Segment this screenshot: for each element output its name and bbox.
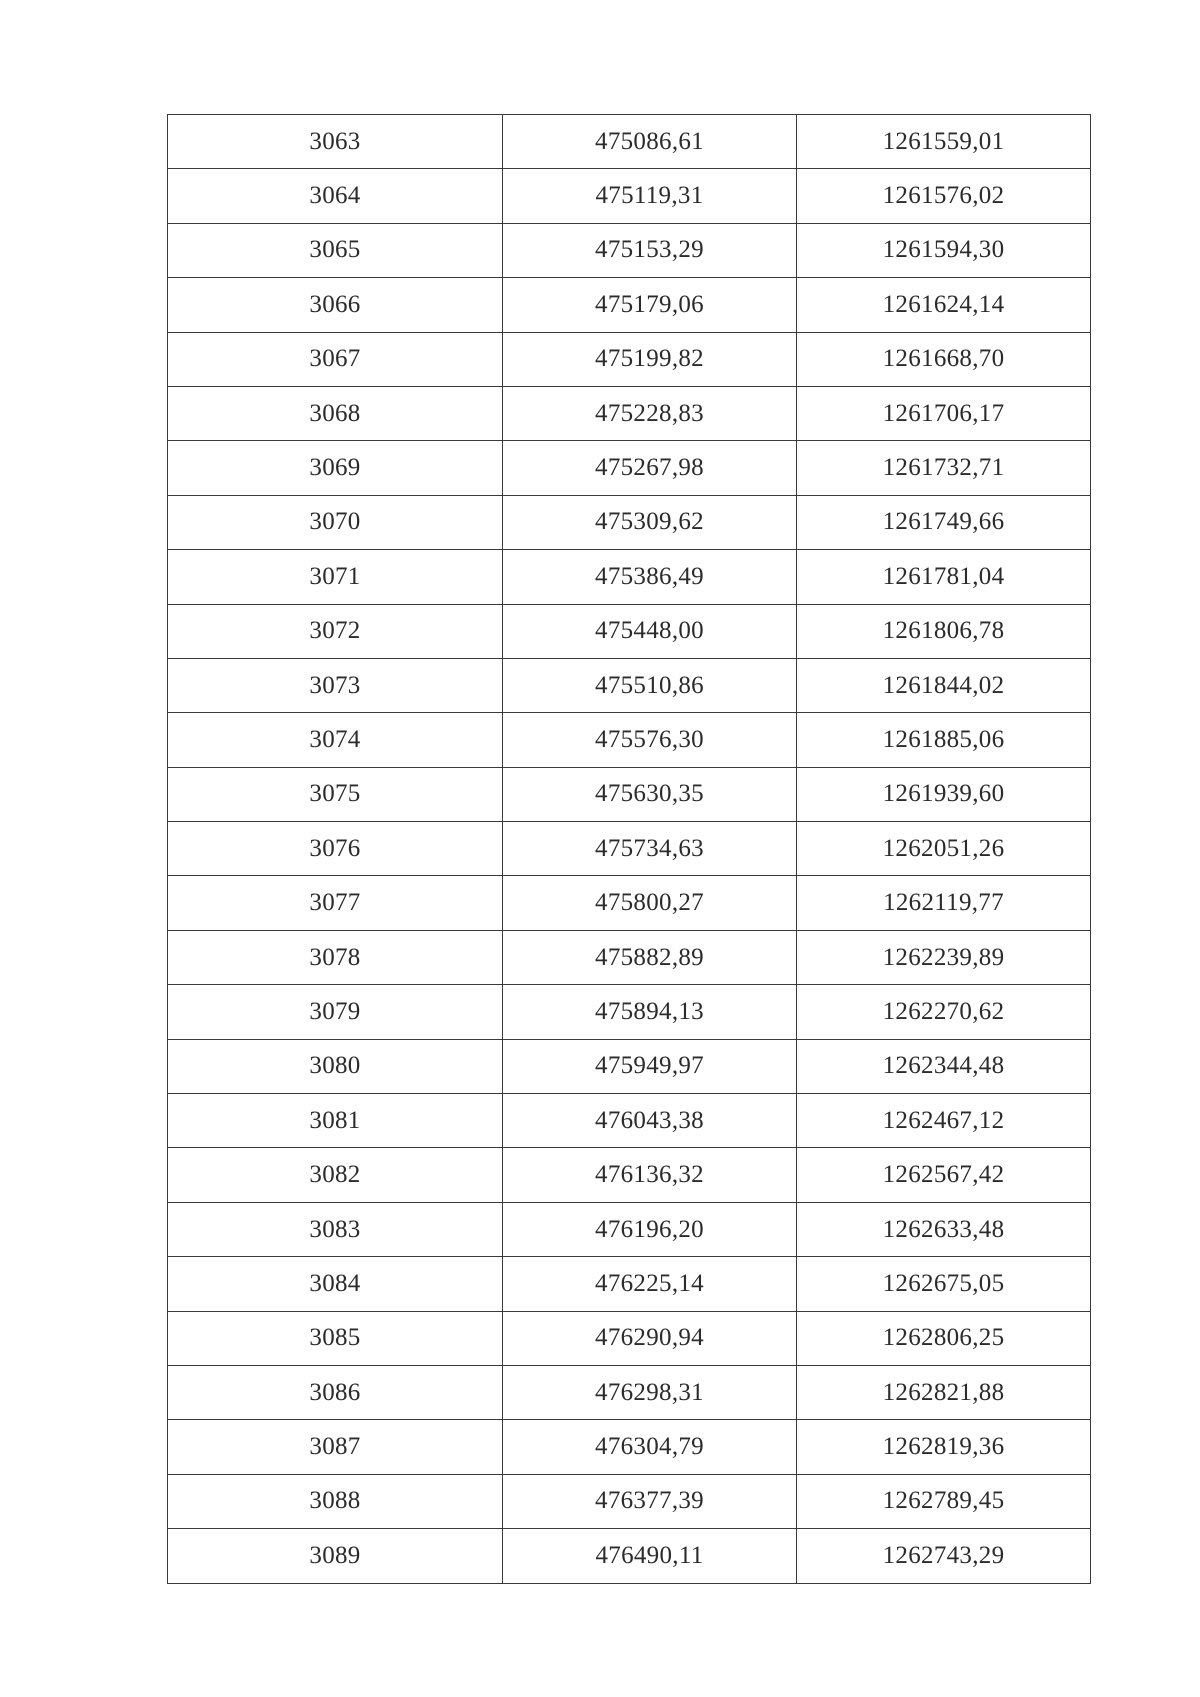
table-row [168, 1420, 1091, 1474]
point-number-cell: 3071 [168, 550, 503, 604]
x-coordinate-cell: 475386,49 [503, 550, 797, 604]
y-coordinate-cell: 1261668,70 [797, 332, 1091, 386]
point-number-cell: 3081 [168, 1094, 503, 1148]
point-number-cell: 3083 [168, 1202, 503, 1256]
table-row [168, 1039, 1091, 1093]
x-coordinate-cell: 475119,31 [503, 169, 797, 223]
y-coordinate-cell: 1262051,26 [797, 822, 1091, 876]
y-coordinate-cell: 1261624,14 [797, 278, 1091, 332]
y-coordinate-cell: 1261732,71 [797, 441, 1091, 495]
y-coordinate-cell: 1261559,01 [797, 115, 1091, 169]
x-coordinate-cell: 475228,83 [503, 386, 797, 440]
table-row [168, 1474, 1091, 1528]
table-row [168, 278, 1091, 332]
table-row [168, 822, 1091, 876]
point-number-cell: 3063 [168, 115, 503, 169]
y-coordinate-cell: 1262806,25 [797, 1311, 1091, 1365]
table-row [168, 386, 1091, 440]
x-coordinate-cell: 475086,61 [503, 115, 797, 169]
y-coordinate-cell: 1262239,89 [797, 930, 1091, 984]
y-coordinate-cell: 1262119,77 [797, 876, 1091, 930]
point-number-cell: 3082 [168, 1148, 503, 1202]
table-row [168, 1311, 1091, 1365]
x-coordinate-cell: 475882,89 [503, 930, 797, 984]
table-row [168, 658, 1091, 712]
x-coordinate-cell: 475309,62 [503, 495, 797, 549]
point-number-cell: 3085 [168, 1311, 503, 1365]
table-row [168, 1202, 1091, 1256]
y-coordinate-cell: 1262567,42 [797, 1148, 1091, 1202]
x-coordinate-cell: 475734,63 [503, 822, 797, 876]
point-number-cell: 3084 [168, 1257, 503, 1311]
coordinates-table [167, 114, 1091, 1584]
y-coordinate-cell: 1262821,88 [797, 1365, 1091, 1419]
point-number-cell: 3078 [168, 930, 503, 984]
point-number-cell: 3067 [168, 332, 503, 386]
table-row [168, 1257, 1091, 1311]
point-number-cell: 3080 [168, 1039, 503, 1093]
table-row [168, 985, 1091, 1039]
table-row [168, 223, 1091, 277]
point-number-cell: 3087 [168, 1420, 503, 1474]
x-coordinate-cell: 476304,79 [503, 1420, 797, 1474]
point-number-cell: 3064 [168, 169, 503, 223]
y-coordinate-cell: 1262789,45 [797, 1474, 1091, 1528]
x-coordinate-cell: 476298,31 [503, 1365, 797, 1419]
point-number-cell: 3073 [168, 658, 503, 712]
y-coordinate-cell: 1262743,29 [797, 1529, 1091, 1583]
x-coordinate-cell: 475630,35 [503, 767, 797, 821]
point-number-cell: 3076 [168, 822, 503, 876]
point-number-cell: 3074 [168, 713, 503, 767]
point-number-cell: 3065 [168, 223, 503, 277]
point-number-cell: 3089 [168, 1529, 503, 1583]
table-row [168, 169, 1091, 223]
y-coordinate-cell: 1261806,78 [797, 604, 1091, 658]
y-coordinate-cell: 1262344,48 [797, 1039, 1091, 1093]
point-number-cell: 3088 [168, 1474, 503, 1528]
y-coordinate-cell: 1261844,02 [797, 658, 1091, 712]
point-number-cell: 3069 [168, 441, 503, 495]
x-coordinate-cell: 475949,97 [503, 1039, 797, 1093]
y-coordinate-cell: 1262270,62 [797, 985, 1091, 1039]
y-coordinate-cell: 1261939,60 [797, 767, 1091, 821]
y-coordinate-cell: 1261706,17 [797, 386, 1091, 440]
x-coordinate-cell: 475576,30 [503, 713, 797, 767]
x-coordinate-cell: 475800,27 [503, 876, 797, 930]
y-coordinate-cell: 1262819,36 [797, 1420, 1091, 1474]
table-row [168, 1365, 1091, 1419]
x-coordinate-cell: 476377,39 [503, 1474, 797, 1528]
x-coordinate-cell: 475894,13 [503, 985, 797, 1039]
x-coordinate-cell: 476490,11 [503, 1529, 797, 1583]
x-coordinate-cell: 476043,38 [503, 1094, 797, 1148]
y-coordinate-cell: 1261594,30 [797, 223, 1091, 277]
point-number-cell: 3079 [168, 985, 503, 1039]
table-row [168, 115, 1091, 169]
point-number-cell: 3070 [168, 495, 503, 549]
table-row [168, 604, 1091, 658]
y-coordinate-cell: 1261781,04 [797, 550, 1091, 604]
table-row [168, 332, 1091, 386]
table-row [168, 767, 1091, 821]
x-coordinate-cell: 475510,86 [503, 658, 797, 712]
x-coordinate-cell: 475267,98 [503, 441, 797, 495]
x-coordinate-cell: 476136,32 [503, 1148, 797, 1202]
y-coordinate-cell: 1262675,05 [797, 1257, 1091, 1311]
table-row [168, 1094, 1091, 1148]
point-number-cell: 3066 [168, 278, 503, 332]
table-row [168, 495, 1091, 549]
x-coordinate-cell: 476290,94 [503, 1311, 797, 1365]
table-row [168, 876, 1091, 930]
table-row [168, 930, 1091, 984]
y-coordinate-cell: 1261576,02 [797, 169, 1091, 223]
y-coordinate-cell: 1262467,12 [797, 1094, 1091, 1148]
table-row [168, 1529, 1091, 1583]
x-coordinate-cell: 475448,00 [503, 604, 797, 658]
point-number-cell: 3075 [168, 767, 503, 821]
x-coordinate-cell: 475153,29 [503, 223, 797, 277]
y-coordinate-cell: 1261749,66 [797, 495, 1091, 549]
x-coordinate-cell: 476225,14 [503, 1257, 797, 1311]
point-number-cell: 3068 [168, 386, 503, 440]
x-coordinate-cell: 476196,20 [503, 1202, 797, 1256]
table-row [168, 1148, 1091, 1202]
point-number-cell: 3077 [168, 876, 503, 930]
point-number-cell: 3086 [168, 1365, 503, 1419]
x-coordinate-cell: 475179,06 [503, 278, 797, 332]
point-number-cell: 3072 [168, 604, 503, 658]
y-coordinate-cell: 1261885,06 [797, 713, 1091, 767]
y-coordinate-cell: 1262633,48 [797, 1202, 1091, 1256]
x-coordinate-cell: 475199,82 [503, 332, 797, 386]
table-row [168, 550, 1091, 604]
table-row [168, 441, 1091, 495]
coordinates-table-body [168, 115, 1091, 1584]
table-row [168, 713, 1091, 767]
